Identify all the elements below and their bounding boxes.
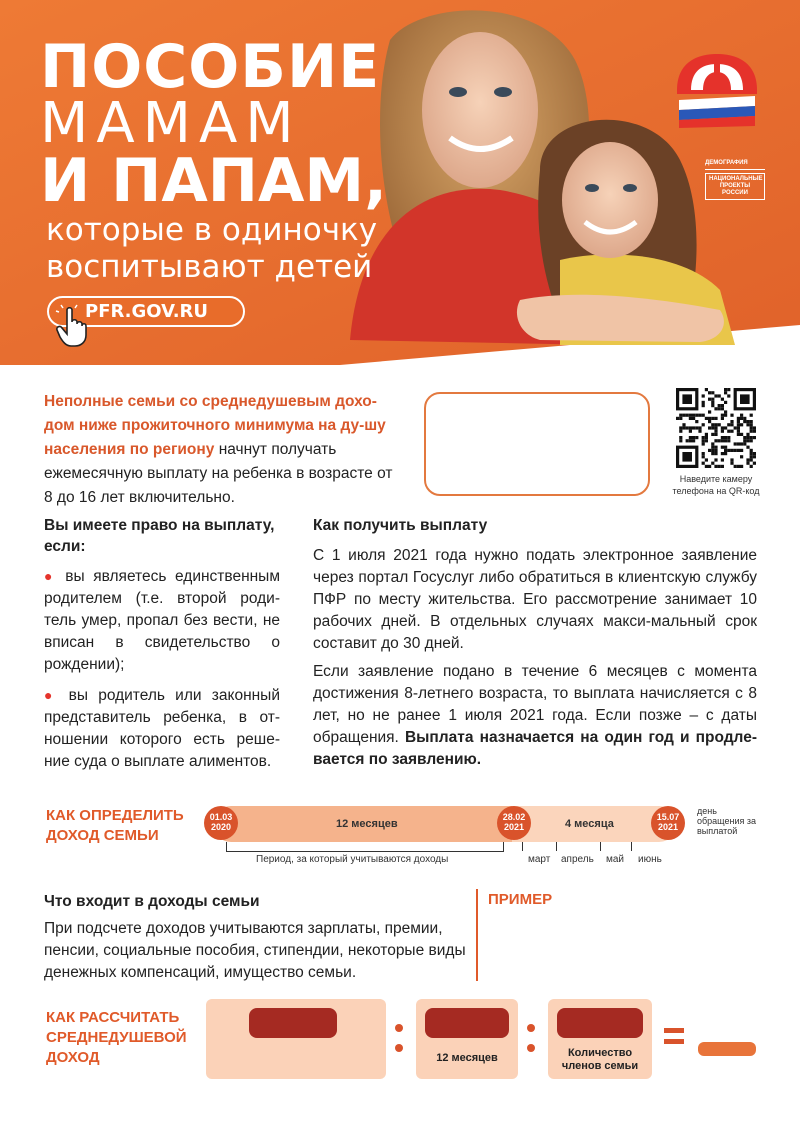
how-to-get-section bbox=[313, 515, 757, 777]
demo-logo-top: ДЕМОГРАФИЯ bbox=[705, 160, 765, 170]
example-heading: ПРИМЕР bbox=[488, 891, 553, 908]
timeline-heading-line-2: ДОХОД СЕМЬИ bbox=[46, 827, 159, 844]
months-label: 12 месяцев bbox=[436, 1052, 498, 1064]
website-link[interactable]: PFR.GOV.RU bbox=[47, 296, 245, 327]
subtitle-line-1: которые в одиночку bbox=[46, 212, 378, 248]
hero-title bbox=[40, 32, 387, 216]
members-label: Количество членов семьи bbox=[561, 1047, 639, 1072]
month-label: апрель bbox=[561, 854, 594, 865]
how-heading: Как получить выплату bbox=[313, 517, 488, 534]
month-label: май bbox=[606, 854, 625, 865]
intro-paragraph bbox=[44, 390, 394, 510]
title-line-2: МАМАМ bbox=[40, 90, 302, 156]
result-placeholder bbox=[698, 1042, 756, 1056]
period-bracket bbox=[226, 842, 504, 852]
rights-heading: Вы имеете право на выплату, если: bbox=[44, 517, 275, 555]
hand-cursor-icon bbox=[55, 304, 89, 348]
month-tick bbox=[600, 842, 601, 851]
intro-highlight: Неполные семьи со среднедушевым дохо-дом ниже прожиточного минимума на ду-шу населения по региону bbox=[44, 393, 386, 458]
month-tick bbox=[522, 842, 523, 851]
how-paragraph-2 bbox=[313, 661, 757, 771]
how-paragraph-2-text: Если заявление подано в течение 6 месяцев с момента достижения 8-летнего возраста, то выплата начисляется с 8 лет, но не ранее 1 июля 2021 года. Если позже – с даты обращения. bbox=[313, 663, 757, 746]
how-paragraph-1: С 1 июля 2021 года нужно подать электронное заявление через портал Госуслуг либо обратиться в клиентскую службу ПФР по месту жительства. Его рассмотрение занимает 10 рабочих дней. В отдельных случаях макси-мальный срок составит до 30 дней. bbox=[313, 547, 757, 652]
day-note: день обращения за выплатой bbox=[697, 806, 756, 836]
formula-heading bbox=[46, 1008, 187, 1068]
month-tick bbox=[631, 842, 632, 851]
months-value-placeholder bbox=[425, 1008, 509, 1038]
formula-heading-line-1: КАК РАССЧИТАТЬ bbox=[46, 1009, 180, 1026]
start-date-circle: 01.03 2020 bbox=[204, 806, 238, 840]
how-paragraph-2-bold: Выплата назначается на один год и продле-вается по заявлению. bbox=[313, 729, 757, 768]
title-line-3: И ПАПАМ, bbox=[40, 145, 387, 216]
rights-section bbox=[44, 515, 280, 781]
income-heading: Что входит в доходы семьи bbox=[44, 893, 260, 910]
month-label: март bbox=[528, 854, 551, 865]
mid-date-circle: 28.02 2021 bbox=[497, 806, 531, 840]
equals-icon bbox=[664, 1028, 684, 1050]
hero-banner bbox=[0, 0, 800, 365]
hero-subtitle bbox=[46, 212, 377, 286]
formula-heading-line-3: ДОХОД bbox=[46, 1049, 100, 1066]
bullet-icon: ● bbox=[44, 687, 59, 703]
qr-caption: Наведите камеру телефона на QR-код bbox=[672, 474, 760, 496]
timeline-heading bbox=[46, 806, 184, 846]
rights-item bbox=[44, 684, 280, 773]
national-projects-logo bbox=[705, 160, 765, 212]
rights-item-text: вы являетесь единственным родителем (т.е. второй роди-тель умер, пропал без вести, не вписан в свидетельство о рождении); bbox=[44, 568, 280, 673]
members-value-placeholder bbox=[557, 1008, 643, 1038]
timeline-heading-line-1: КАК ОПРЕДЕЛИТЬ bbox=[46, 807, 184, 824]
pfr-logo bbox=[673, 50, 761, 128]
subtitle-line-2: воспитывают детей bbox=[46, 249, 373, 285]
span-4-label: 4 месяца bbox=[565, 818, 614, 830]
demo-logo-main: НАЦИОНАЛЬНЫЕ ПРОЕКТЫ РОССИИ bbox=[705, 173, 765, 200]
divide-icon bbox=[395, 1024, 405, 1064]
income-value-placeholder bbox=[249, 1008, 337, 1038]
qr-code[interactable] bbox=[676, 388, 756, 468]
period-label: Период, за который учитываются доходы bbox=[256, 854, 449, 865]
divider bbox=[476, 889, 478, 981]
month-tick bbox=[556, 842, 557, 851]
bullet-icon: ● bbox=[44, 568, 57, 584]
divide-icon bbox=[527, 1024, 537, 1064]
income-text: При подсчете доходов учитываются зарплаты, премии, пенсии, социальные пособия, стипендии, некоторые виды денежных компенсаций, имущество семьи. bbox=[44, 920, 466, 981]
blank-frame bbox=[424, 392, 650, 496]
title-line-1: ПОСОБИЕ bbox=[40, 32, 381, 102]
end-date-circle: 15.07 2021 bbox=[651, 806, 685, 840]
rights-item-text: вы родитель или законный представитель ребенка, в от-ношении которого есть реше-ние суда о выплате алиментов. bbox=[44, 687, 280, 770]
rights-item bbox=[44, 565, 280, 676]
intro-text: начнут получать ежемесячную выплату на ребенка в возрасте от 8 до 16 лет включительно. bbox=[44, 441, 393, 506]
formula-heading-line-2: СРЕДНЕДУШЕВОЙ bbox=[46, 1029, 187, 1046]
month-label: июнь bbox=[638, 854, 662, 865]
span-12-label: 12 месяцев bbox=[336, 818, 398, 830]
